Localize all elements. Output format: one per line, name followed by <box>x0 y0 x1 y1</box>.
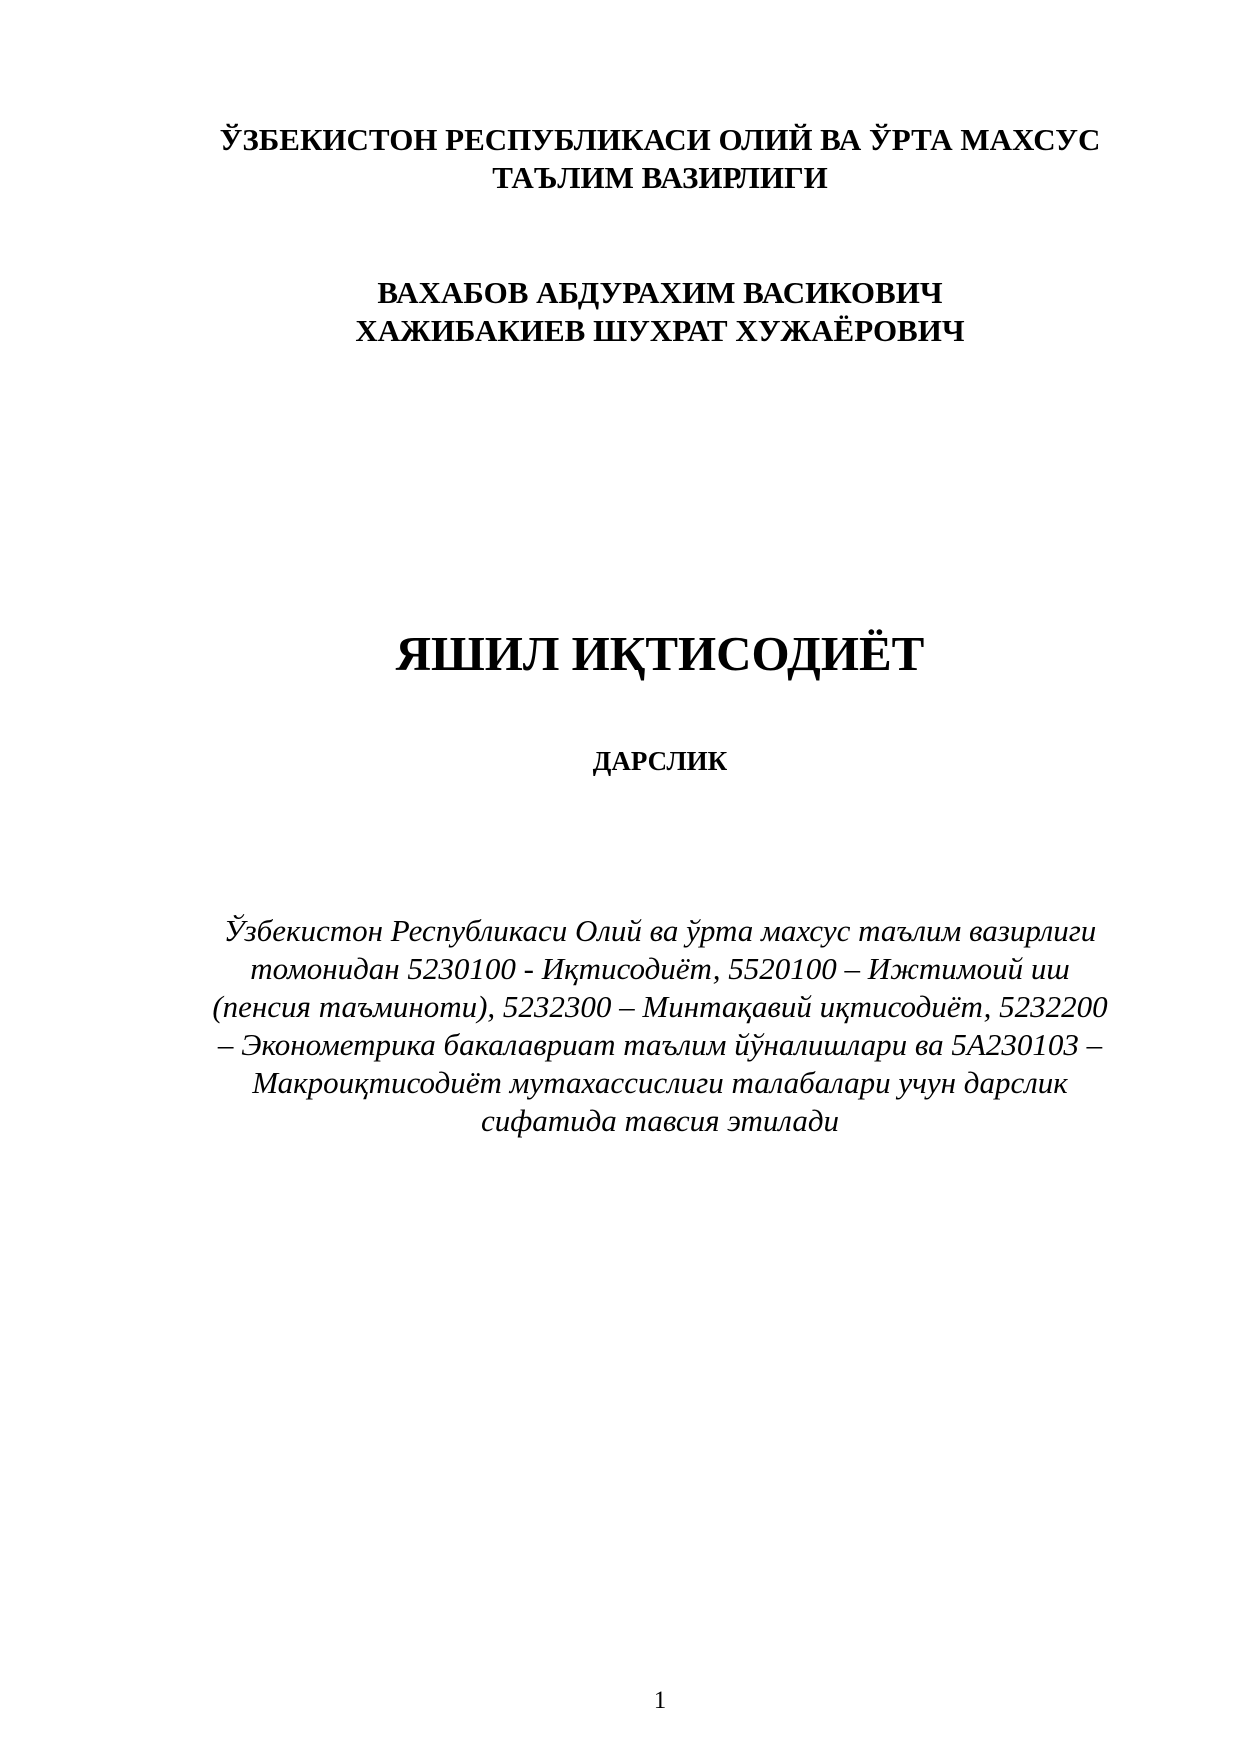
authors <box>150 274 1170 350</box>
page-number: 1 <box>653 1687 667 1714</box>
recommendation-line: сифатида тавсия этилади <box>480 1103 840 1138</box>
book-type: ДАРСЛИК <box>592 746 728 776</box>
recommendation-text <box>150 912 1170 1140</box>
recommendation-line: Макроиқтисодиёт мутахассислиги талабалари учун дарслик <box>252 1065 1068 1100</box>
recommendation-line: Ўзбекистон Республикаси Олий ва ўрта махсус таълим вазирлиги <box>223 913 1097 948</box>
recommendation-line: томонидан 5230100 - Иқтисодиёт, 5520100 – Ижтимоий иш <box>250 951 1070 986</box>
book-title: ЯШИЛ ИҚТИСОДИЁТ <box>395 626 925 681</box>
recommendation-line: (пенсия таъминоти), 5232300 – Минтақавий иқтисодиёт, 5232200 <box>212 989 1108 1024</box>
recommendation-line: – Эконометрика бакалавриат таълим йўналишлари ва 5А230103 – <box>217 1027 1103 1062</box>
ministry-line: ЎЗБЕКИСТОН РЕСПУБЛИКАСИ ОЛИЙ ВА ЎРТА МАХСУС <box>219 122 1101 157</box>
author-name: ХАЖИБАКИЕВ ШУХРАТ ХУЖАЁРОВИЧ <box>355 313 965 348</box>
ministry-header <box>150 121 1170 197</box>
author-name: ВАХАБОВ АБДУРАХИМ ВАСИКОВИЧ <box>377 275 943 310</box>
ministry-line: ТАЪЛИМ ВАЗИРЛИГИ <box>492 160 828 195</box>
